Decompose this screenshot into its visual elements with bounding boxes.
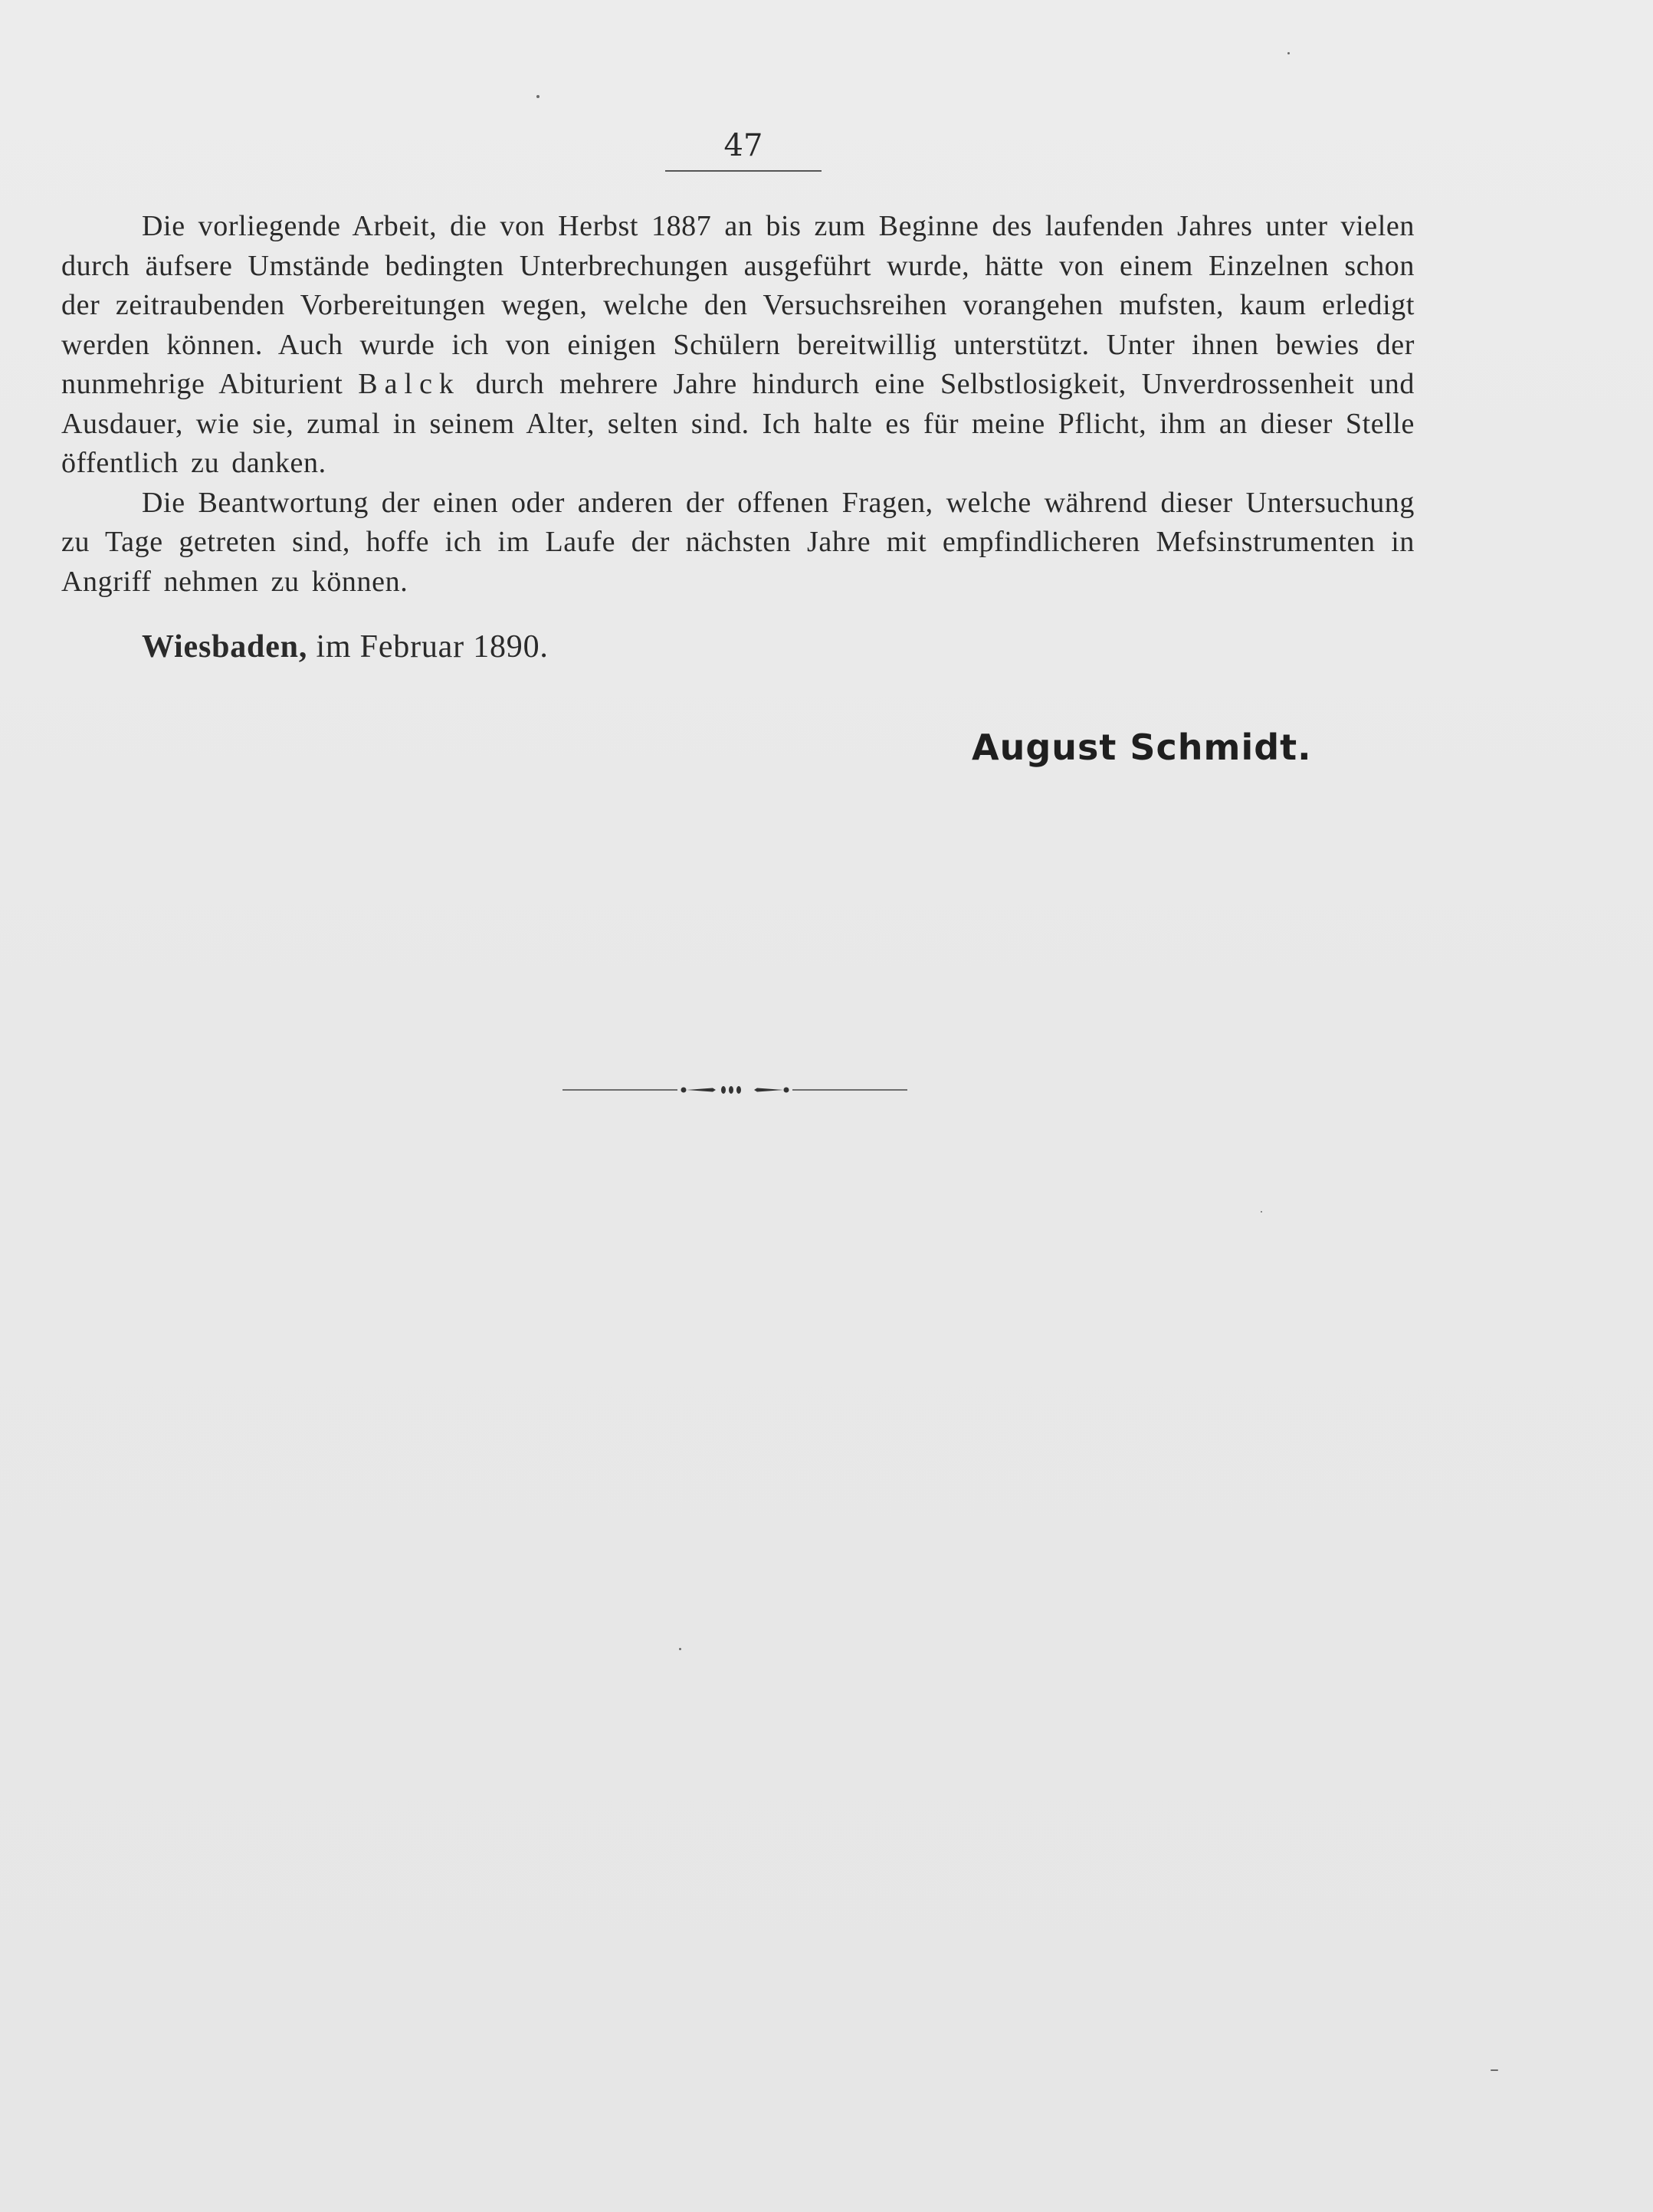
body-text (61, 207, 1415, 602)
ornament-divider-icon (562, 1075, 907, 1105)
name-balck: Balck (358, 368, 461, 400)
paragraph-text: durch mehrere Jahre hindurch eine Selbstlosigkeit, Unverdrossenheit und Ausdauer, wie sie, zumal in seinem Alter, selten sind. Ich halte es für meine Pflicht, ihm an dieser Stelle öffentlich zu danken. (61, 368, 1415, 479)
paragraph-outlook: Die Beantwortung der einen oder anderen der offenen Fragen, welche während dieser Untersuchung zu Tage getreten sind, hoffe ich im Laufe der nächsten Jahre mit empfindlicheren Mefsinstrumenten in Angriff nehmen zu können. (61, 486, 1415, 598)
paper-speck (1287, 52, 1290, 54)
paper-speck (679, 1648, 681, 1650)
dateline (142, 624, 549, 670)
dateline-place: Wiesbaden, (142, 629, 308, 665)
dateline-date: im Februar 1890. (316, 629, 549, 665)
paper-speck (1491, 2069, 1498, 2071)
paragraph-acknowledgement (61, 207, 1415, 484)
page-number: 47 (723, 128, 763, 163)
paragraph-text: Die vorliegende Arbeit, die von Herbst 1887 an bis zum Beginne des laufenden Jahres unter vielen durch äufsere Umstände bedingten Unterbrechungen ausgeführt wurde, hätte von einem Einzelnen schon der zeitraubenden Vorbereitungen wegen, welche den Versuchsreihen vorangehen mufsten, kaum erledigt werden können. Auch wurde ich von einigen Schülern bereitwillig unterstützt. Unter ihnen bewies der nunmehrige Abiturient (61, 210, 1415, 400)
paper-speck (536, 95, 540, 98)
page-number-rule (665, 170, 822, 172)
author-signature: August Schmidt. (972, 727, 1312, 768)
paper-speck (1261, 1211, 1262, 1213)
